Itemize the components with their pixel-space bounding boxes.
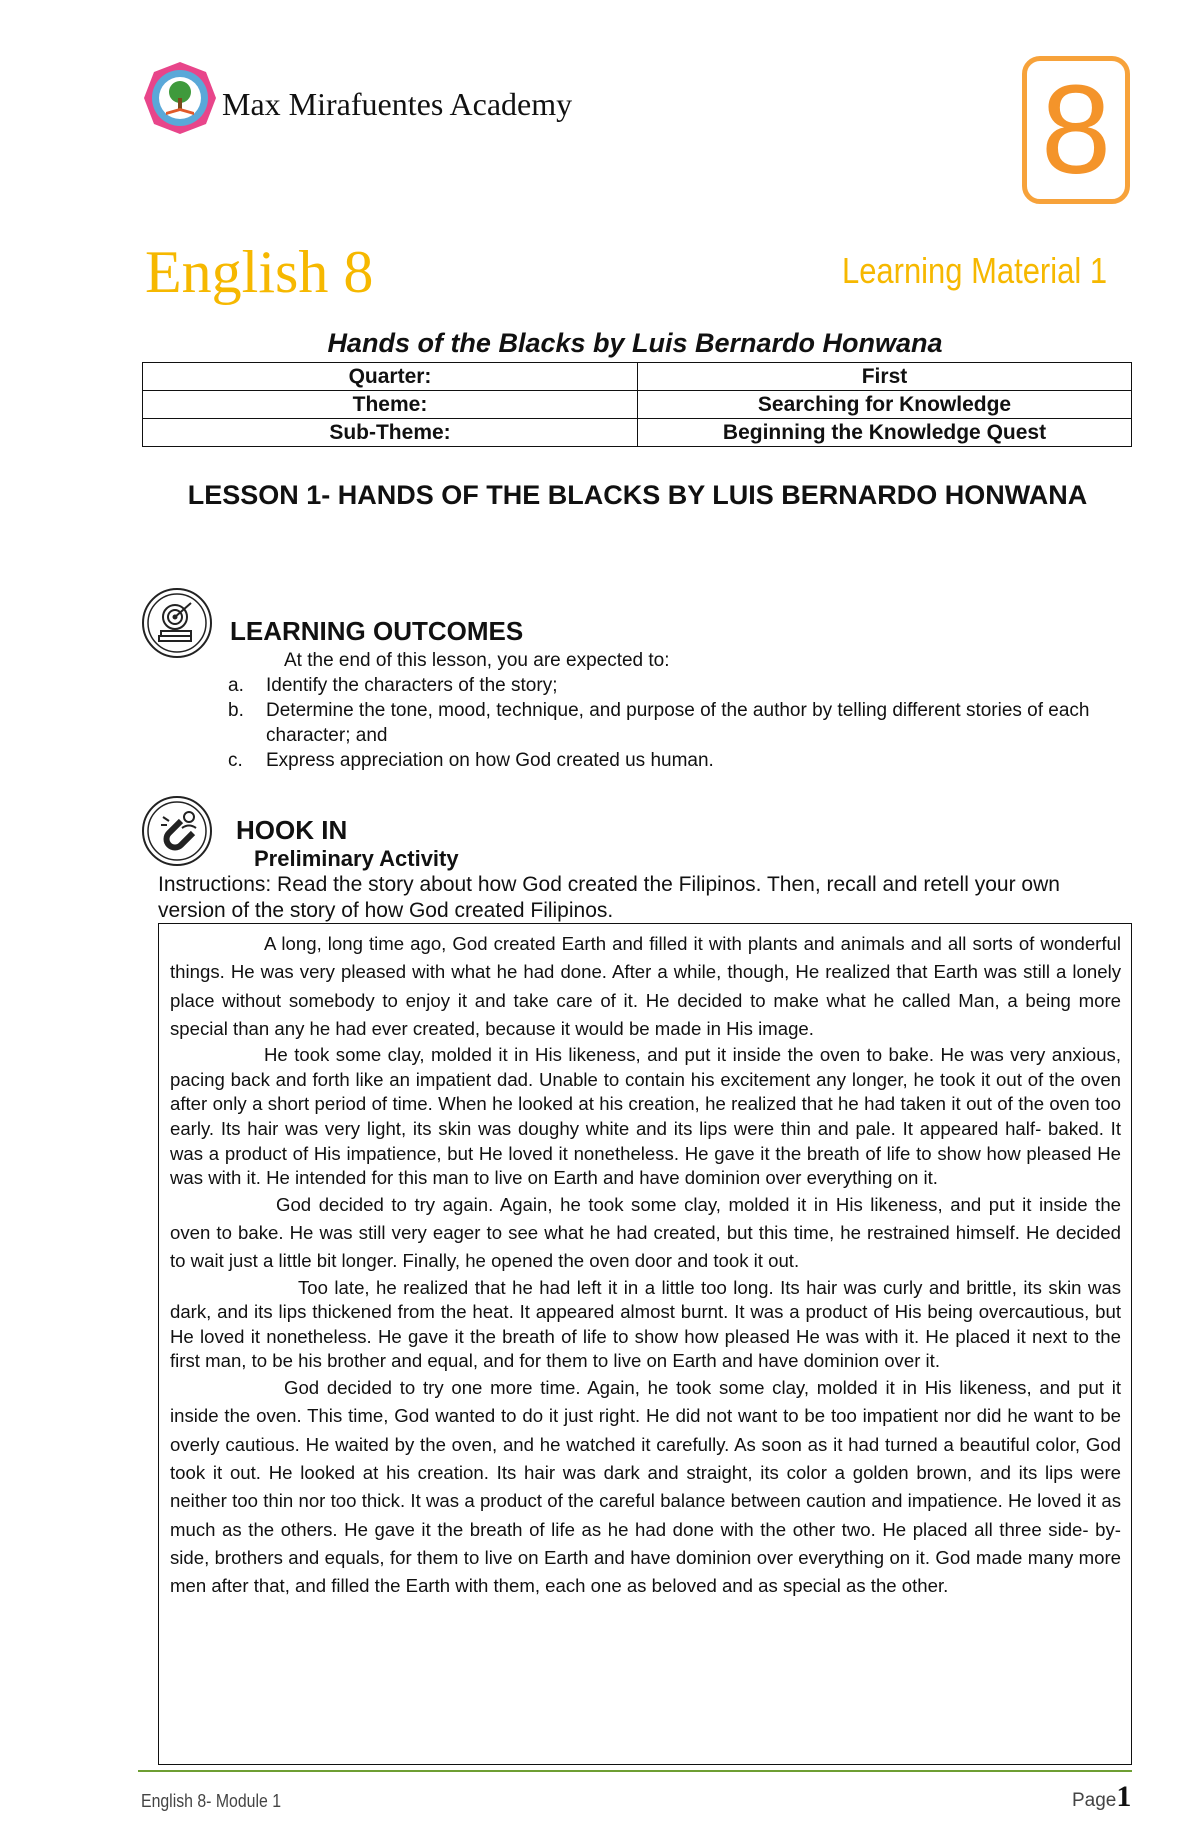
footer-module: English 8- Module 1 xyxy=(141,1791,282,1811)
meta-value: Beginning the Knowledge Quest xyxy=(638,419,1132,447)
story-paragraph: He took some clay, molded it in His likeness, and put it inside the oven to bake. He was very anxious, pacing back and forth like an impatient dad. Unable to contain his excitement any longer, he took it out of the oven after only a short period of time. When he looked at his creation, he realized that he had taken it out of the oven too early. Its hair was very light, its skin was doughy white and its lips were thin and pale. It appeared half- baked. It was a product of His impatience, but He loved it nonetheless. He gave it the breath of life to show how pleased He was with it. He intended for this man to live on Earth and have dominion over everything on it. xyxy=(170,1044,1121,1189)
table-row xyxy=(143,419,1132,447)
story-paragraph: God decided to try one more time. Again, he took some clay, molded it in His likeness, and put it inside the oven. This time, God wanted to do it just right. He did not want to be too impatient nor did he want to be overly cautious. He waited by the oven, and he watched it carefully. As soon as it had turned a beautiful color, God took it out. He looked at his creation. Its hair was dark and straight, its color a golden brown, and its lips were neither too thin nor too thick. It was a product of the careful balance between caution and impatience. He loved it as much as the others. He gave it the breath of life as he had done with the other two. He placed all three side- by-side, brothers and equals, for them to live on Earth and have dominion over everything on it. God made many more men after that, and filled the Earth with them, each one as beloved and as special as the other. xyxy=(170,1377,1121,1597)
meta-label: Theme: xyxy=(143,391,638,419)
magnet-icon xyxy=(141,795,213,867)
footer-divider xyxy=(138,1770,1132,1772)
table-row xyxy=(143,391,1132,419)
academy-logo xyxy=(142,60,218,136)
story-title: Hands of the Blacks by Luis Bernardo Honwana xyxy=(327,328,943,358)
list-item xyxy=(228,673,1138,698)
hook-in-heading: HOOK IN xyxy=(236,815,348,845)
list-text: Determine the tone, mood, technique, and purpose of the author by telling different stories of each character; and xyxy=(266,700,1090,746)
grade-number: 8 xyxy=(1040,59,1112,200)
story-paragraph: God decided to try again. Again, he took some clay, molded it in His likeness, and put it inside the oven to bake. He was still very eager to see what he had created, but this time, he restrained himself. He decided to wait just a little bit longer. Finally, he opened the oven door and took it out. xyxy=(170,1193,1121,1272)
subject-title: English 8 xyxy=(145,239,374,305)
list-item xyxy=(228,748,1138,773)
page-label: Page xyxy=(1072,1790,1117,1811)
meta-value: Searching for Knowledge xyxy=(638,391,1132,419)
list-text: Express appreciation on how God created us human. xyxy=(266,750,714,771)
list-text: Identify the characters of the story; xyxy=(266,675,558,696)
learning-outcomes-intro: At the end of this lesson, you are expected to: xyxy=(284,650,670,671)
list-marker: c. xyxy=(228,750,243,771)
footer-page xyxy=(1072,1780,1131,1814)
list-marker: b. xyxy=(228,700,244,721)
story-paragraph: Too late, he realized that he had left it in a little too long. Its hair was curly and brittle, its skin was dark, and its lips thickened from the heat. It appeared almost burnt. It was a product of His being overcautious, but He loved it nonetheless. He gave it the breath of life to show how pleased He was with it. He placed it next to the first man, to be his brother and equal, and for them to live on Earth and have dominion over it. xyxy=(170,1276,1121,1372)
grade-badge xyxy=(1022,56,1130,204)
learning-outcomes-list xyxy=(228,648,1138,773)
meta-label: Quarter: xyxy=(143,363,638,391)
instructions-text: Instructions: Read the story about how God created the Filipinos. Then, recall and retell your own version of the story of how God created Filipinos. xyxy=(158,873,1060,922)
table-row xyxy=(143,363,1132,391)
list-item xyxy=(228,698,1138,748)
lesson-title: LESSON 1- HANDS OF THE BLACKS BY LUIS BERNARDO HONWANA xyxy=(187,480,1088,510)
meta-value: First xyxy=(638,363,1132,391)
story-paragraph: A long, long time ago, God created Earth and filled it with plants and animals and all sorts of wonderful things. He was very pleased with what he had done. After a while, though, He realized that Earth was still a lonely place without somebody to enjoy it and take care of it. He decided to make what he called Man, a being more special than any he had ever created, because it would be made in His image. xyxy=(170,933,1121,1039)
list-marker: a. xyxy=(228,675,244,696)
meta-label: Sub-Theme: xyxy=(143,419,638,447)
learning-material-label: Learning Material 1 xyxy=(842,250,1108,291)
lesson-meta-table xyxy=(142,362,1132,447)
story-box xyxy=(158,923,1132,1765)
academy-name: Max Mirafuentes Academy xyxy=(222,86,573,122)
preliminary-activity-heading: Preliminary Activity xyxy=(254,846,459,871)
learning-outcomes-heading: LEARNING OUTCOMES xyxy=(230,616,524,646)
page-number: 1 xyxy=(1116,1780,1132,1813)
target-icon xyxy=(141,587,213,659)
